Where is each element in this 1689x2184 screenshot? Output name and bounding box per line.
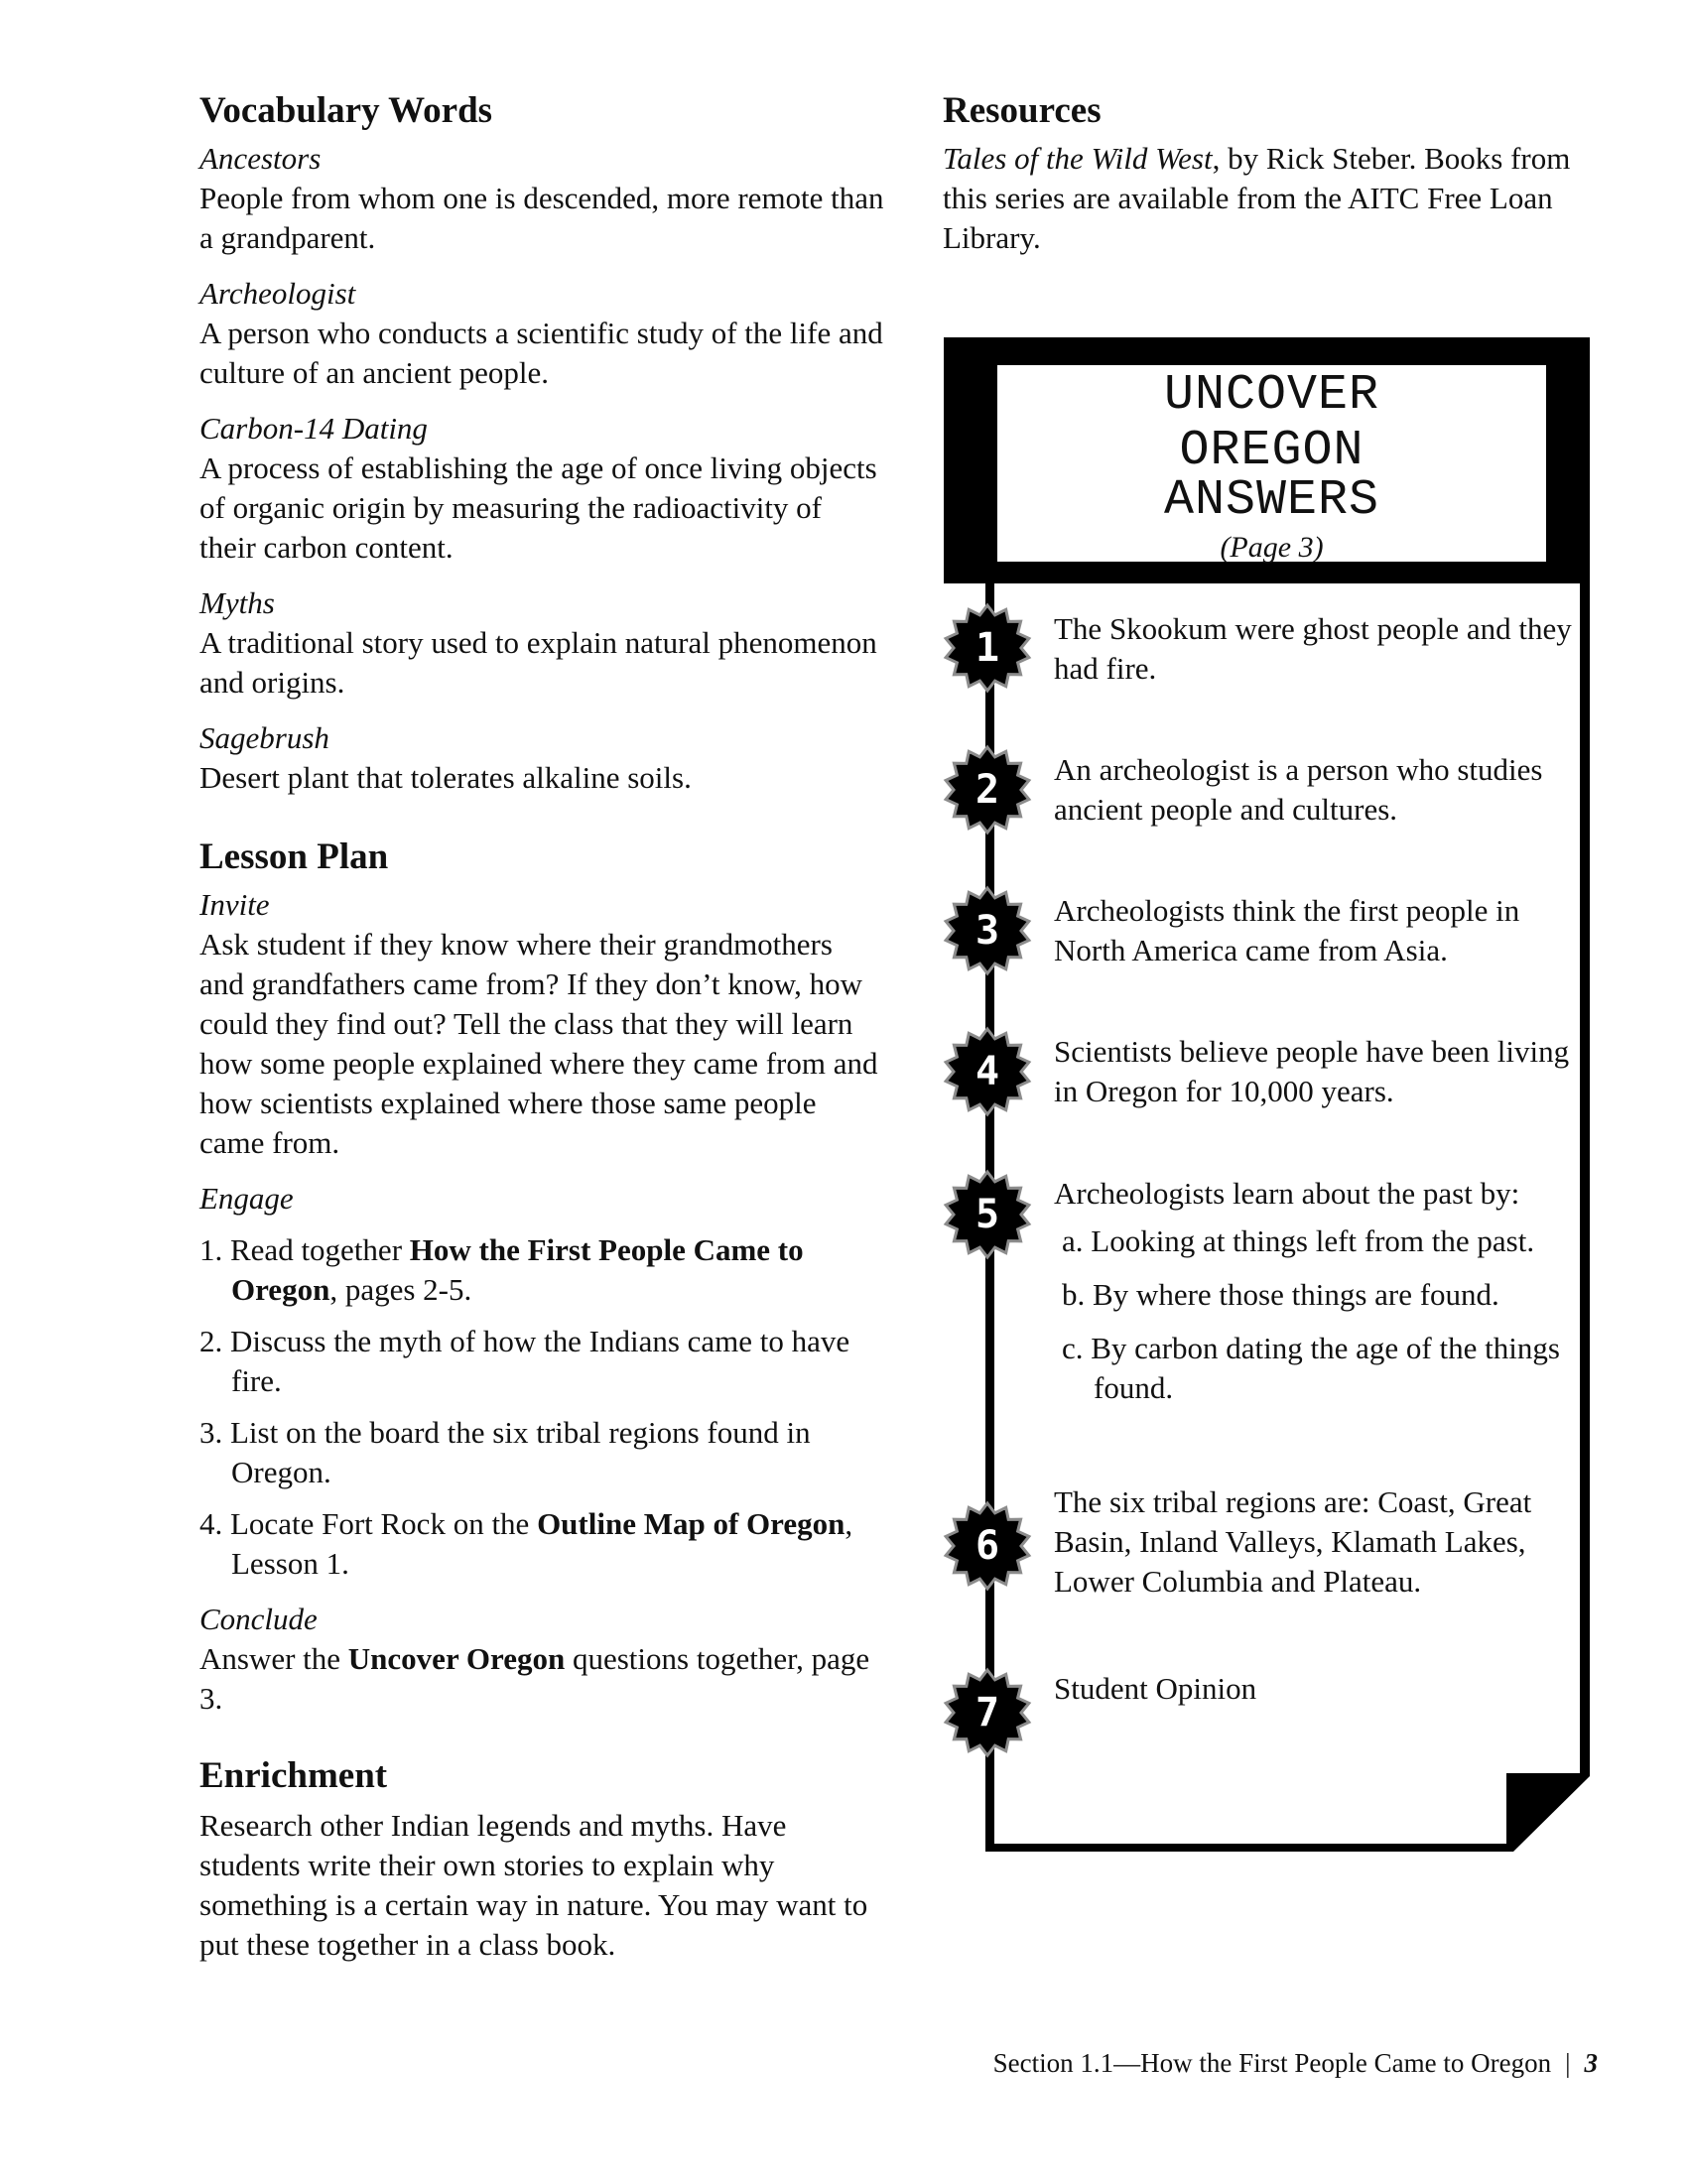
page-footer [963, 2046, 1598, 2080]
conclude-text [199, 1639, 884, 1719]
item-text: Read together [230, 1232, 410, 1267]
resources-text [943, 139, 1598, 258]
answers-subtitle: (Page 3) [1220, 531, 1324, 564]
answer-text: Student Opinion [1054, 1671, 1257, 1706]
answer-number-badge-icon [942, 885, 1033, 976]
item-text: List on the board the six tribal regions found in Oregon. [230, 1415, 811, 1489]
answer-number-badge-icon [942, 1026, 1033, 1117]
invite-text: Ask student if they know where their grandmothers and grandfathers came from? If they don’t know, how could they find out? Tell the class that they will learn how some people explained where they came from and how scientists explained where those same people came from. [199, 927, 878, 1160]
book-title: Tales of the Wild West [943, 141, 1213, 176]
answer-text: An archeologist is a person who studies ancient people and cultures. [1054, 752, 1543, 827]
answer-sub-item: b. By where those things are found. [1062, 1277, 1499, 1312]
vocab-entry [199, 139, 884, 258]
answer-text: The six tribal regions are: Coast, Great Basin, Inland Valleys, Klamath Lakes, Lower Columbia and Plateau. [1054, 1484, 1532, 1599]
item-number: 2. [199, 1324, 223, 1358]
vocab-definition: A person who conducts a scientific study of the life and culture of an ancient people. [199, 316, 883, 390]
resources-description: , by Rick Steber. Books from this series are available from the AITC Free Loan Library. [943, 141, 1571, 255]
vocab-term: Myths [199, 585, 275, 620]
enrichment-text: Research other Indian legends and myths. Have students write their own stories to explain why something is a certain way in nature. You may want to put these together in a class book. [199, 1808, 868, 1962]
vocab-term: Ancestors [199, 141, 322, 176]
vocab-definition: A process of establishing the age of once living objects of organic origin by measuring the radioactivity of their carbon content. [199, 450, 877, 565]
conclude-label: Conclude [199, 1602, 318, 1636]
invite-label: Invite [199, 887, 270, 922]
box-bottom-border [985, 1844, 1508, 1852]
resources-section [943, 89, 1598, 258]
engage-item [199, 1413, 884, 1492]
engage-item [199, 1322, 884, 1401]
answer-text: The Skookum were ghost people and they had fire. [1054, 611, 1572, 686]
item-number: 1. [199, 1232, 223, 1267]
conclude-pre: Answer the [199, 1641, 348, 1676]
conclude-post: questions together, page 3. [199, 1641, 870, 1716]
vocab-definition: A traditional story used to explain natural phenomenon and origins. [199, 625, 877, 700]
item-number: 4. [199, 1506, 223, 1541]
vocab-definition: Desert plant that tolerates alkaline soils. [199, 760, 692, 795]
answer-number-badge-icon [942, 1169, 1033, 1260]
box-right-border [1580, 583, 1590, 1774]
resources-heading: Resources [943, 90, 1102, 131]
vocab-definition: People from whom one is descended, more remote than a grandparent. [199, 181, 884, 255]
item-text: Discuss the myth of how the Indians came to have fire. [230, 1324, 850, 1398]
left-column [199, 89, 884, 1965]
answer-text: Archeologists learn about the past by: [1054, 1176, 1520, 1211]
vocab-entry [199, 718, 884, 798]
item-bold-title: Outline Map of Oregon [537, 1506, 845, 1541]
enrichment-heading: Enrichment [199, 1755, 388, 1796]
vocab-term: Sagebrush [199, 720, 329, 755]
footer-separator: | [1565, 2048, 1571, 2078]
footer-section-title: Section 1.1—How the First People Came to Oregon [992, 2048, 1552, 2078]
vocab-entry [199, 274, 884, 393]
invite-section [199, 885, 884, 1163]
vocab-entry [199, 583, 884, 703]
answer-text: Scientists believe people have been living in Oregon for 10,000 years. [1054, 1034, 1570, 1108]
item-number: 3. [199, 1415, 223, 1450]
badge-number: 1 [974, 625, 1000, 671]
page-number: 3 [1584, 2048, 1598, 2078]
item-text: Locate Fort Rock on the [230, 1506, 538, 1541]
item-text: , pages 2-5. [329, 1272, 472, 1307]
answers-title-line: ANSWERS [1163, 472, 1380, 529]
answers-title-line: UNCOVER [1163, 367, 1380, 424]
folded-corner-icon [1503, 1769, 1593, 1855]
answer-sub-item: c. By carbon dating the age of the things found. [1062, 1331, 1560, 1405]
conclude-section [199, 1600, 884, 1719]
engage-label: Engage [199, 1181, 294, 1216]
badge-number: 3 [974, 908, 1000, 954]
answer-number-badge-icon [942, 744, 1033, 835]
badge-number: 5 [974, 1192, 1000, 1237]
vocab-term: Carbon-14 Dating [199, 411, 428, 446]
answer-5 [1054, 1174, 1575, 1408]
engage-section [199, 1179, 884, 1584]
answer-number-badge-icon [942, 1667, 1033, 1758]
item-text: , Lesson 1. [231, 1506, 853, 1581]
answer-sub-item: a. Looking at things left from the past. [1062, 1223, 1535, 1258]
vocab-term: Archeologist [199, 276, 356, 311]
item-bold-title: How the First People Came to Oregon [231, 1232, 804, 1307]
answers-header [997, 365, 1546, 562]
engage-item [199, 1504, 884, 1584]
badge-number: 4 [974, 1049, 1000, 1094]
conclude-bold: Uncover Oregon [347, 1641, 566, 1676]
answer-number-badge-icon [942, 1500, 1033, 1592]
lesson-plan-heading: Lesson Plan [199, 836, 389, 877]
badge-number: 2 [974, 767, 1000, 813]
vocab-entry [199, 409, 884, 568]
badge-number: 7 [974, 1690, 1000, 1735]
answers-title-line: OREGON [1179, 423, 1364, 479]
answer-number-badge-icon [942, 602, 1033, 694]
vocabulary-heading: Vocabulary Words [199, 90, 493, 131]
badge-number: 6 [974, 1523, 1000, 1569]
engage-item [199, 1230, 884, 1310]
answer-text: Archeologists think the first people in North America came from Asia. [1054, 893, 1520, 967]
